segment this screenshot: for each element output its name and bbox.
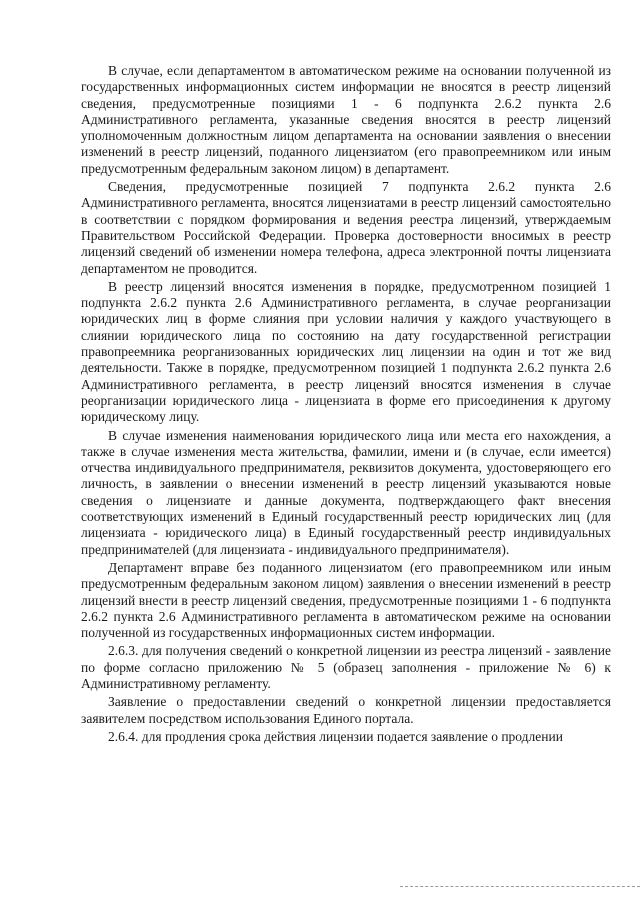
paragraph-automatic-entry: В случае, если департаментом в автоматическом режиме на основании полученной из государственных информационных систем информации не вносятся в реестр лицензий сведения, предусмотренные позициями 1 - 6 подпункта 2.6.2 пункта 2.6 Административного регламента, указанные сведения вносятся в реестр лицензий уполномоченным должностным лицом департамента на основании заявления о внесении изменений в реестр лицензий, поданного лицензиатом (его правопреемником или иным предусмотренным федеральным законом лицом) в департамент. [81, 63, 611, 176]
page-bottom-rule [400, 886, 640, 887]
paragraph-2-6-4: 2.6.4. для продления срока действия лицензии подается заявление о продлении [108, 728, 563, 744]
paragraph-position-7: Сведения, предусмотренные позицией 7 подпункта 2.6.2 пункта 2.6 Административного регламента, вносятся лицензиатами в реестр лицензий самостоятельно в соответствии с порядком формирования и ведения реестра лицензий, утверждаемым Правительством Российской Федерации. Проверка достоверности вносимых в реестр лицензий сведений об изменении номера телефона, адреса электронной почты лицензиата департаментом не проводится. [81, 179, 611, 276]
paragraph-application-portal: Заявление о предоставлении сведений о конкретной лицензии предоставляется заявителем посредством использования Единого портала. [81, 694, 611, 726]
paragraph-department-right: Департамент вправе без поданного лицензиатом (его правопреемником или иным предусмотренным федеральным законом лицом) заявления о внесении изменений в реестр лицензий внести в реестр лицензий сведения, предусмотренные позициями 1 - 6 подпункта 2.6.2 пункта 2.6 Административного регламента в автоматическом режиме на основании полученной из государственных информационных систем информации. [81, 559, 611, 641]
paragraph-2-6-3: 2.6.3. для получения сведений о конкретной лицензии из реестра лицензий - заявление по форме согласно приложению № 5 (образец заполнения - приложение № 6) к Административному регламенту. [81, 643, 611, 691]
paragraph-reorganization: В реестр лицензий вносятся изменения в порядке, предусмотренном позицией 1 подпункта 2.6.2 пункта 2.6 Административного регламента, в случае реорганизации юридических лиц в форме слияния при условии наличия у каждого участвующего в слиянии юридического лица по состоянию на дату государственной регистрации правопреемника реорганизованных юридических лиц лицензии на один и тот же вид деятельности. Также в порядке, предусмотренном позицией 1 подпункта 2.6.2 пункта 2.6 Административного регламента, в реестр лицензий вносятся изменения в случае реорганизации юридического лица - лицензиата в форме его присоединения к другому юридическому лицу. [81, 278, 611, 425]
document-page [81, 63, 611, 747]
paragraph-name-change: В случае изменения наименования юридического лица или места его нахождения, а также в случае изменения места жительства, фамилии, имени и (в случае, если имеется) отчества индивидуального предпринимателя, реквизитов документа, удостоверяющего его личность, в заявлении о внесении изменений в реестр лицензий указываются новые сведения о лицензиате и данные документа, подтверждающего факт внесения соответствующих изменений в Единый государственный реестр юридических лиц (для лицензиата - юридического лица) в Единый государственный реестр индивидуальных предпринимателей (для лицензиата - индивидуального предпринимателя). [81, 427, 611, 557]
